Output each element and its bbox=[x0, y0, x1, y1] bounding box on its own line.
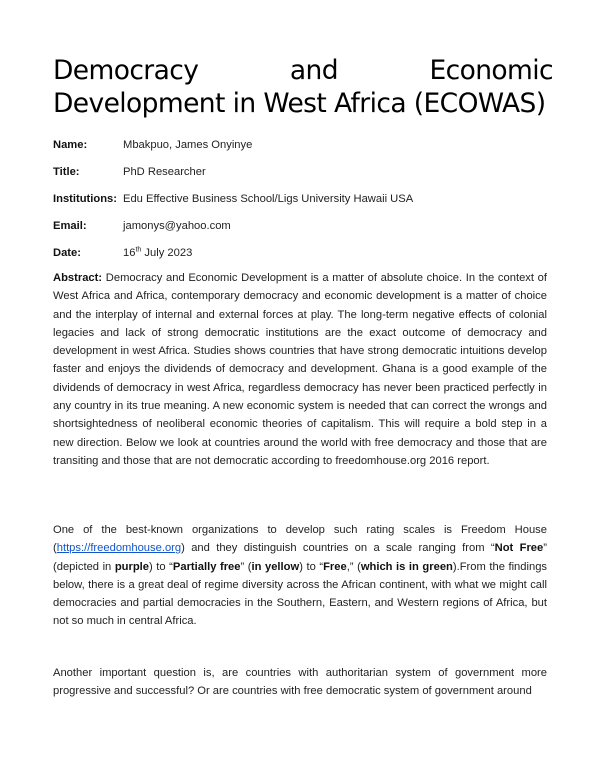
email-label: Email: bbox=[53, 220, 87, 232]
email-value[interactable]: jamonys@yahoo.com bbox=[123, 220, 231, 232]
in-yellow-term: in yellow bbox=[251, 560, 300, 573]
text-segment: One of the best-known organizations to develop such rating scales is Freedom House ( bbox=[53, 524, 547, 555]
institutions-value: Edu Effective Business School/Ligs University Hawaii USA bbox=[123, 193, 414, 205]
name-label: Name: bbox=[53, 139, 88, 151]
freedomhouse-link[interactable]: https://freedomhouse.org bbox=[56, 542, 182, 555]
purple-term: purple bbox=[114, 560, 150, 573]
title-value: PhD Researcher bbox=[123, 166, 206, 178]
abstract-paragraph bbox=[53, 269, 547, 470]
text-segment: ,” ( bbox=[346, 560, 361, 573]
date-suffix: th bbox=[135, 246, 142, 254]
text-segment: ) to “ bbox=[299, 560, 324, 573]
date-value bbox=[123, 246, 192, 260]
not-free-term: Not Free bbox=[494, 542, 544, 555]
date-rest: July 2023 bbox=[141, 247, 193, 259]
title-label: Title: bbox=[53, 166, 80, 178]
text-segment: ).From the findings below, there is a great deal of regime diversity across the African continent, with what we might call democracies and partial democracies in the Southern, Eastern, and Western regions of Africa, but not so much in central Africa. bbox=[53, 560, 548, 628]
in-green-term: which is in green bbox=[360, 560, 453, 573]
text-segment: ” (depicted in bbox=[53, 542, 547, 573]
free-term: Free bbox=[323, 560, 347, 573]
freedom-house-paragraph bbox=[53, 521, 547, 631]
paper-title: Democracy and Economic Development in West Africa (ECOWAS) bbox=[53, 55, 553, 119]
date-day: 16 bbox=[123, 247, 136, 259]
text-segment: ” ( bbox=[240, 560, 252, 573]
institutions-label: Institutions: bbox=[53, 193, 118, 205]
text-segment: ) to “ bbox=[149, 560, 173, 573]
abstract-label: Abstract: bbox=[53, 272, 103, 284]
text-segment: ) and they distinguish countries on a scale ranging from “ bbox=[181, 542, 495, 555]
partially-free-term: Partially free bbox=[172, 560, 241, 573]
question-paragraph: Another important question is, are countries with authoritarian system of government more progressive and successful? Or are countries with free democratic system of government around bbox=[53, 667, 547, 698]
date-label: Date: bbox=[53, 247, 81, 259]
abstract-text: Democracy and Economic Development is a matter of absolute choice. In the context of West Africa and Africa, contemporary democracy and economic development is a matter of choice and the interplay of internal and external forces at play. The long-term negative effects of colonial legacies and lack of strong democratic institutions are the exact outcome of democracy and development in west Africa. Studies shows countries that have strong democratic intuitions develop faster and enjoys the dividends of democracy and development. Ghana is a good example of the dividends of democracy in west Africa, regardless democracy has never been practiced perfectly in any country in its true meaning. A new economic system is needed that can correct the wrongs and shortsightedness of neoliberal economic theories of capitalism. This will require a bold step in a new direction. Below we look at countries around the world with free democracy and those that are transiting and those that are not democratic according to freedomhouse.org 2016 report. bbox=[53, 272, 547, 467]
name-value: Mbakpuo, James Onyinye bbox=[123, 139, 253, 151]
